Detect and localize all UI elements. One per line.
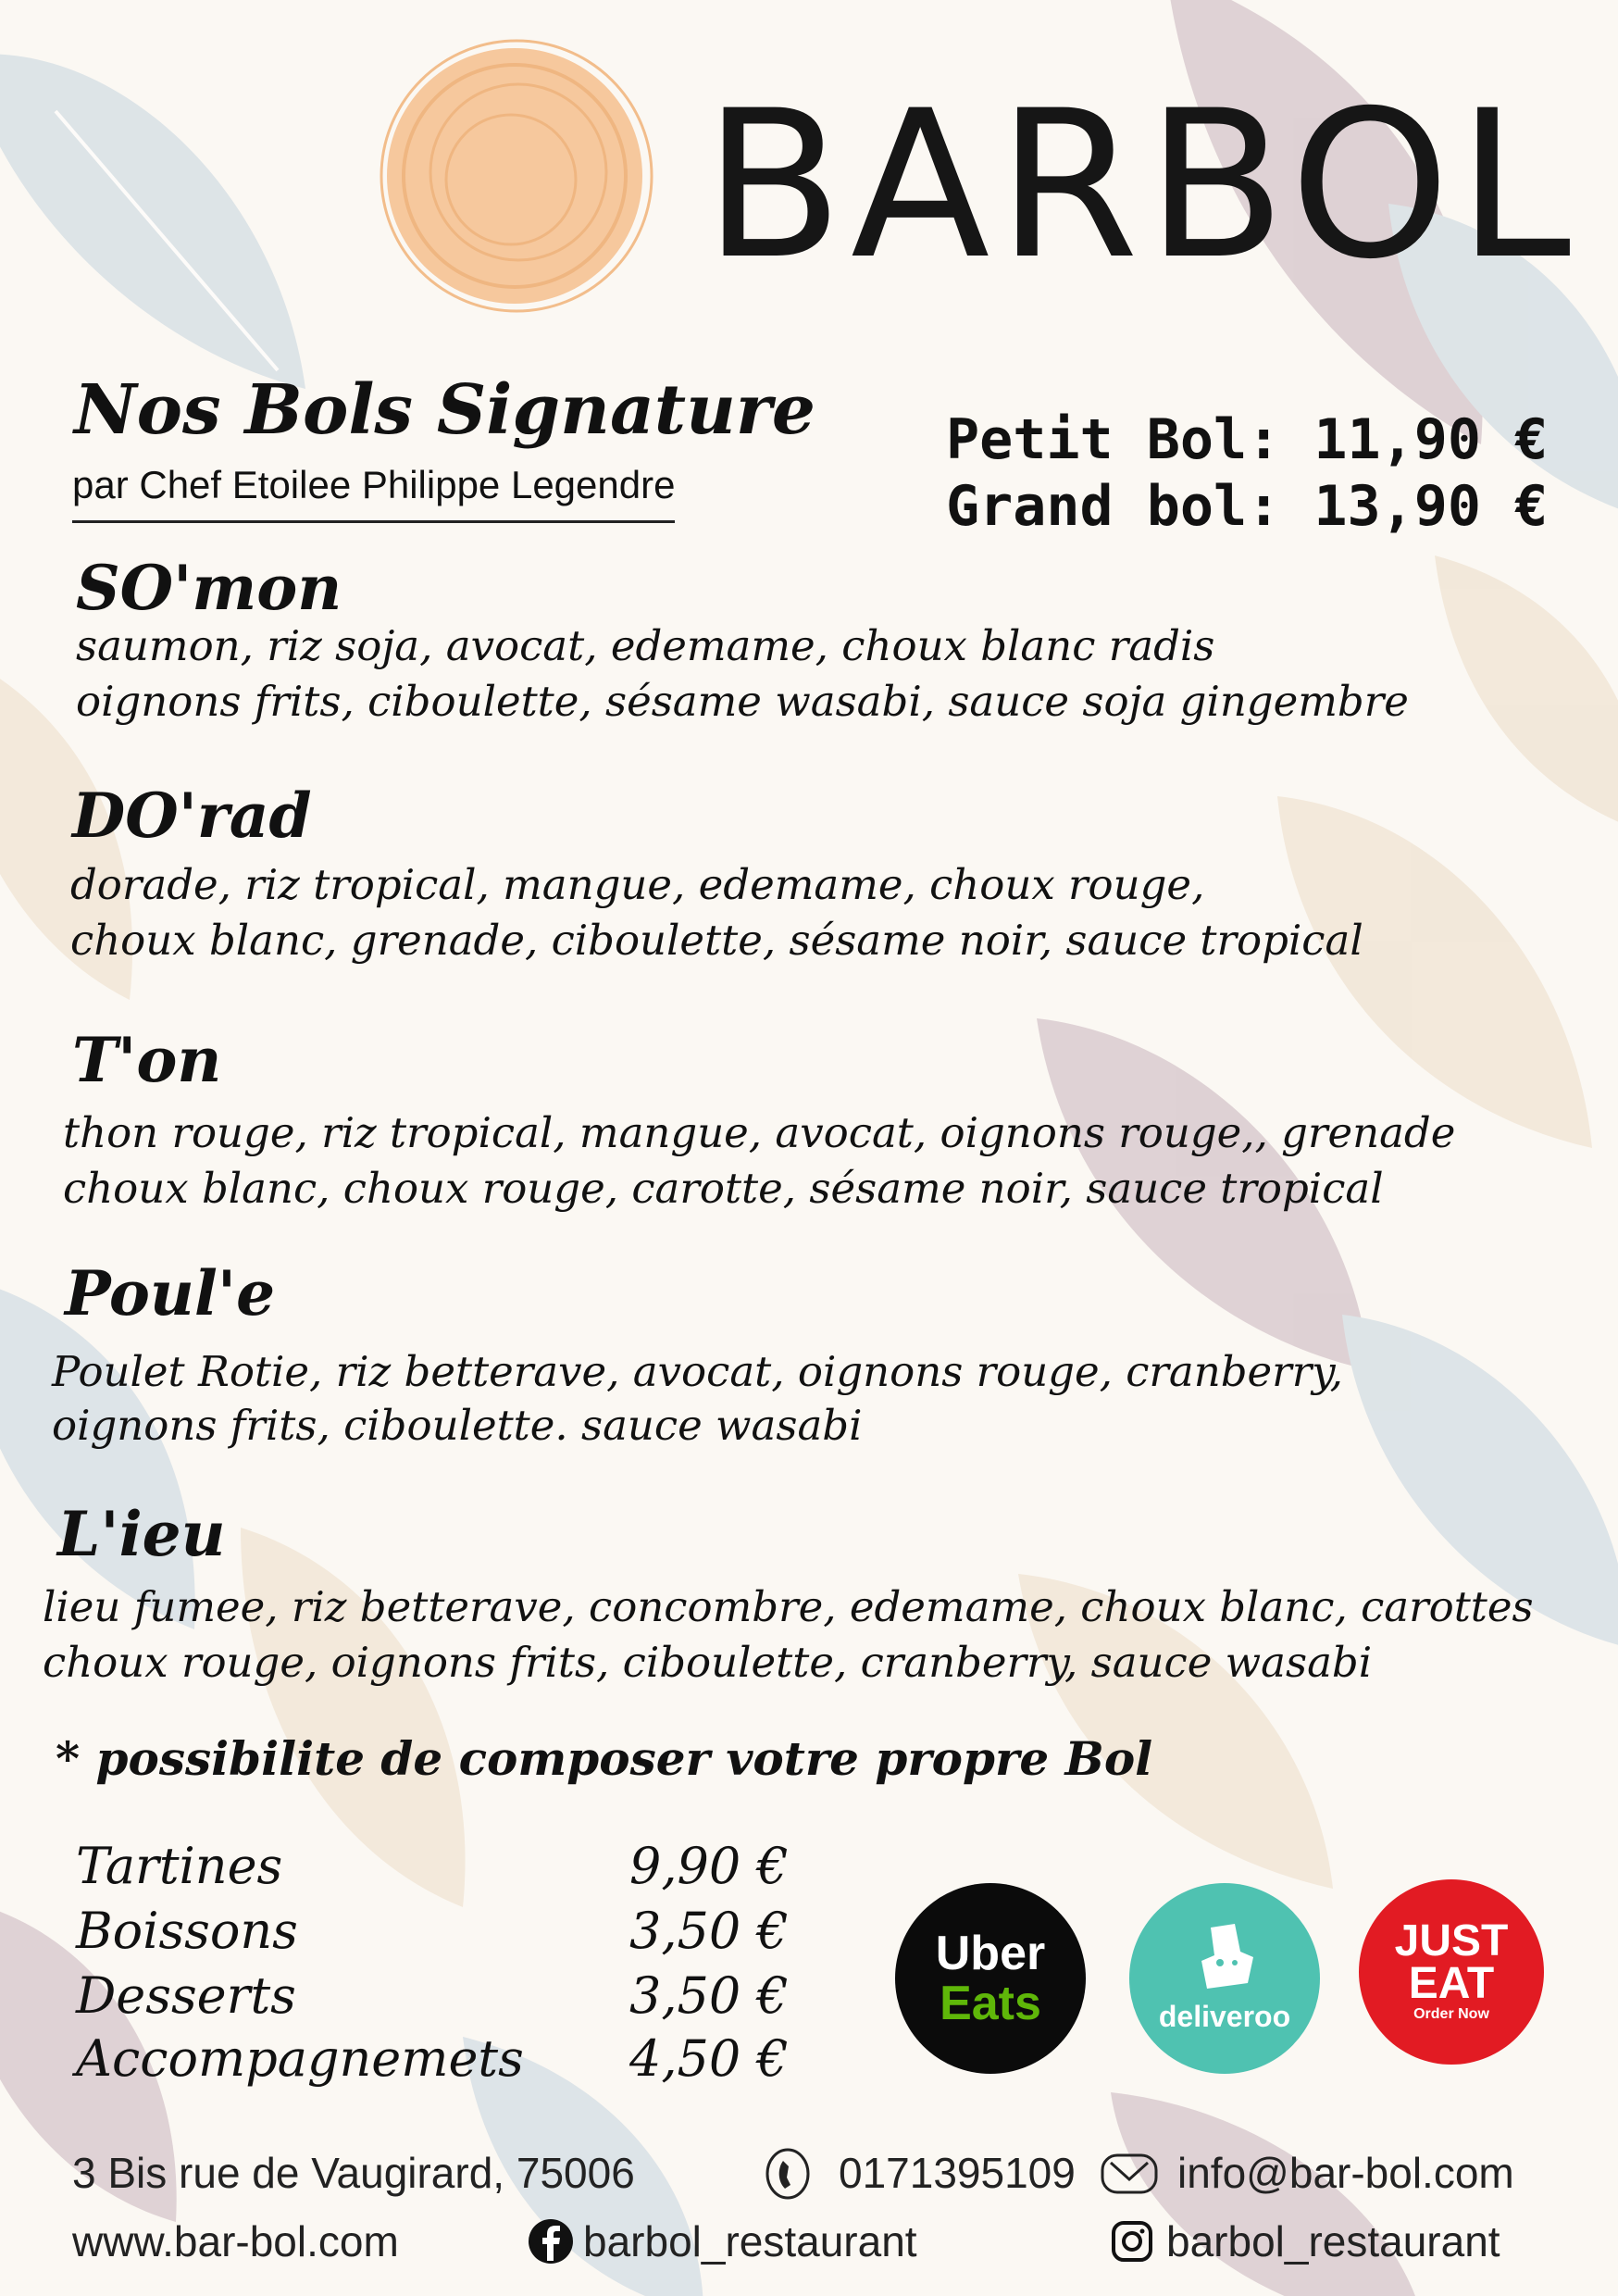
- uber-eats-label: Eats: [940, 1977, 1041, 2030]
- deliveroo-logo[interactable]: [1129, 1883, 1320, 2074]
- email-icon: [1100, 2150, 1159, 2198]
- extra-item-name: Accompagnemets: [76, 2029, 524, 2088]
- bowl-name: L'ieu: [57, 1498, 226, 1570]
- just-eat-logo[interactable]: [1359, 1879, 1544, 2065]
- facebook-handle[interactable]: barbol_restaurant: [583, 2217, 917, 2265]
- extra-item-name: Desserts: [76, 1966, 296, 2025]
- extra-item-price: 4,50 €: [629, 2029, 789, 2088]
- just-eat-order-now: Order Now: [1413, 2006, 1489, 2022]
- bowl-description: dorade, riz tropical, mangue, edemame, choux rouge,: [70, 860, 1205, 909]
- menu-title: Nos Bols Signature: [74, 370, 815, 450]
- uber-eats-label: Uber: [935, 1927, 1046, 1980]
- phone-number[interactable]: 0171395109: [839, 2149, 1076, 2197]
- uber-eats-logo[interactable]: [895, 1883, 1086, 2074]
- price-grand-bol: Grand bol: 13,90 €: [946, 474, 1549, 539]
- bowl-description: Poulet Rotie, riz betterave, avocat, oignons rouge, cranberry,: [52, 1347, 1343, 1396]
- instagram-handle[interactable]: barbol_restaurant: [1166, 2217, 1500, 2265]
- extra-item-price: 3,50 €: [629, 1902, 789, 1960]
- bowl-description: choux rouge, oignons frits, ciboulette, cranberry, sauce wasabi: [43, 1638, 1373, 1687]
- extra-item-price: 3,50 €: [629, 1966, 789, 2025]
- bowl-description: oignons frits, ciboulette, sésame wasabi, sauce soja gingembre: [76, 677, 1409, 726]
- extra-item-price: 9,90 €: [629, 1837, 789, 1895]
- bowl-name: T'on: [72, 1024, 222, 1096]
- price-petit-bol: Petit Bol: 11,90 €: [946, 407, 1549, 472]
- sun-scribble: [381, 41, 652, 311]
- just-eat-label: JUST: [1394, 1916, 1509, 1965]
- extra-item-name: Tartines: [76, 1837, 283, 1895]
- extra-item-name: Boissons: [76, 1902, 298, 1960]
- deliveroo-label: deliveroo: [1158, 1999, 1291, 2033]
- bowl-description: lieu fumee, riz betterave, concombre, edemame, choux blanc, carottes: [43, 1582, 1534, 1631]
- brand-logo: BARBOL: [703, 67, 1579, 304]
- bowl-description: choux blanc, choux rouge, carotte, sésame noir, sauce tropical: [63, 1164, 1384, 1213]
- kangaroo-icon: [1192, 1924, 1257, 1990]
- bowl-name: Poul'e: [65, 1257, 276, 1329]
- bowl-description: thon rouge, riz tropical, mangue, avocat, oignons rouge,, grenade: [63, 1108, 1456, 1157]
- bowl-name: DO'rad: [72, 780, 312, 852]
- bowl-description: saumon, riz soja, avocat, edemame, choux blanc radis: [76, 621, 1215, 670]
- instagram-icon: [1111, 2220, 1153, 2263]
- phone-icon: [763, 2146, 813, 2202]
- just-eat-label: EAT: [1408, 1959, 1495, 2008]
- bowl-description: oignons frits, ciboulette. sauce wasabi: [52, 1401, 863, 1450]
- address-text: 3 Bis rue de Vaugirard, 75006: [72, 2149, 635, 2197]
- email-address[interactable]: info@bar-bol.com: [1177, 2149, 1514, 2197]
- chef-subtitle: par Chef Etoilee Philippe Legendre: [72, 463, 675, 523]
- bowl-description: choux blanc, grenade, ciboulette, sésame noir, sauce tropical: [70, 916, 1363, 965]
- bowl-name: SO'mon: [76, 552, 342, 624]
- website-link[interactable]: www.bar-bol.com: [72, 2217, 399, 2265]
- facebook-icon: [528, 2218, 574, 2265]
- custom-bowl-note: * possibilite de composer votre propre Bol: [56, 1731, 1153, 1786]
